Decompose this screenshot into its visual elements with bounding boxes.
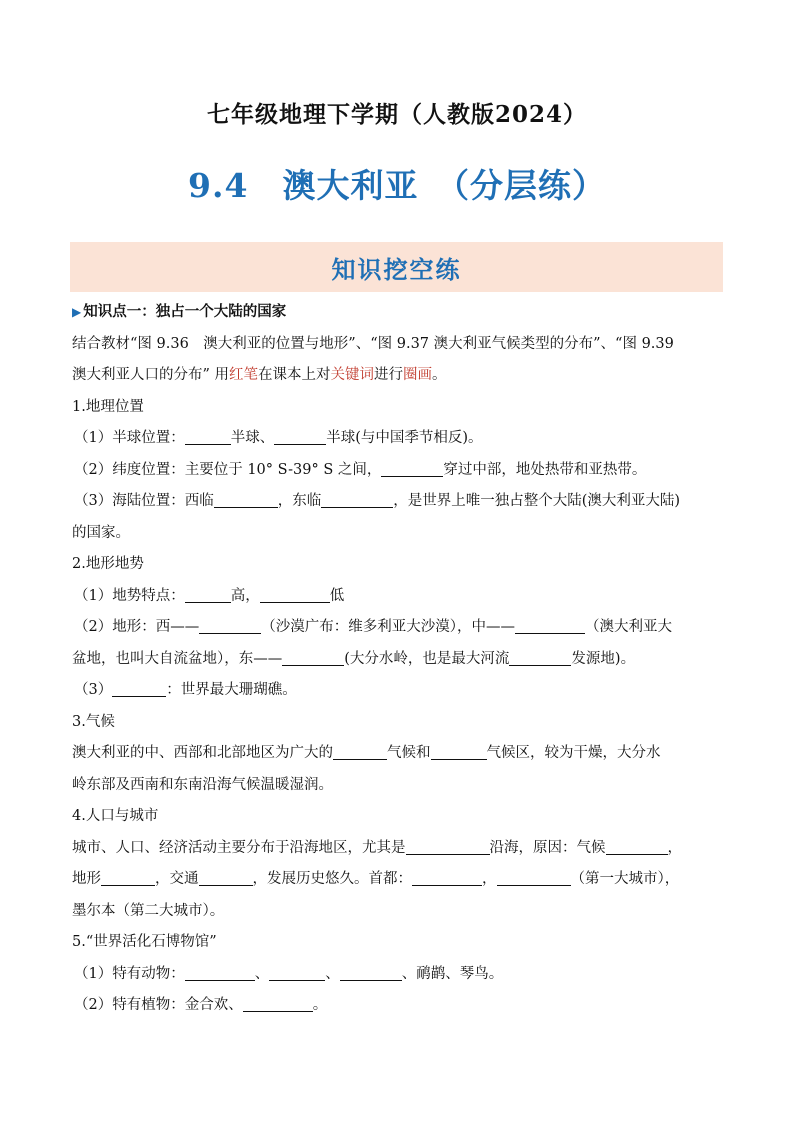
question-text: 、 — [254, 965, 270, 982]
question-population-end: 墨尔本（第二大城市）。 — [72, 902, 225, 919]
answer-blank[interactable] — [606, 838, 668, 855]
answer-blank[interactable] — [412, 869, 482, 886]
answer-blank[interactable] — [333, 743, 387, 760]
question-text: 半球、 — [230, 430, 275, 446]
answer-blank[interactable] — [185, 964, 255, 981]
section-heading-location: 1.地理位置 — [72, 398, 144, 415]
question-text: （2）地形：西—— — [74, 619, 200, 635]
answer-blank[interactable] — [214, 491, 278, 508]
question-text: ， — [482, 871, 497, 887]
question-text: （3）海陆位置：西临 — [74, 493, 214, 509]
question-text: 城市、人口、经济活动主要分布于沿海地区，尤其是 — [72, 839, 406, 856]
answer-blank[interactable] — [112, 680, 166, 697]
question-text: （3） — [74, 682, 113, 698]
question-elevation — [72, 581, 722, 613]
answer-blank[interactable] — [274, 428, 326, 445]
knowledge-point-label: 知识点一：独占一个大陆的国家 — [83, 303, 287, 320]
answer-blank[interactable] — [509, 649, 571, 666]
section-banner — [70, 242, 723, 292]
answer-blank[interactable] — [340, 964, 402, 981]
answer-blank[interactable] — [282, 649, 344, 666]
question-text: 地形 — [72, 871, 101, 887]
question-plants — [72, 990, 722, 1022]
question-land-sea — [72, 486, 722, 518]
question-text: 气候和 — [387, 745, 431, 761]
banner-label: 知识挖空练 — [331, 254, 462, 284]
question-text: 发源地)。 — [571, 650, 636, 667]
question-text: 、 — [325, 965, 340, 982]
question-text: （第一大城市）， — [570, 871, 680, 887]
answer-blank[interactable] — [101, 869, 155, 886]
question-text: ，发展历史悠久。首都： — [252, 871, 412, 887]
highlight-keywords: 关键词 — [330, 367, 375, 383]
intro-text: 在课本上对 — [258, 367, 331, 383]
answer-blank[interactable] — [243, 995, 313, 1012]
question-land-sea-cont: 的国家。 — [72, 524, 130, 541]
question-text: ，是世界上唯一独占整个大陆(澳大利亚大陆) — [393, 493, 681, 509]
intro-line-1 — [72, 329, 722, 361]
question-climate-cont: 岭东部及西南和东南沿海气候温暖湿润。 — [72, 776, 333, 793]
answer-blank[interactable] — [497, 869, 571, 886]
question-text: 。 — [312, 997, 328, 1013]
question-coral-reef — [72, 675, 722, 707]
question-text: 、鸸鹋、琴鸟。 — [401, 965, 504, 982]
question-text: 半球(与中国季节相反)。 — [326, 430, 483, 446]
intro-text: 。 — [432, 367, 447, 383]
answer-blank[interactable] — [406, 838, 490, 855]
intro-text: 结合教材“图 9.36 澳大利亚的位置与地形”、“图 9.37 澳大利亚气候类型的分布”、“图 9.39 — [72, 335, 674, 352]
question-text: （1）特有动物： — [74, 965, 185, 982]
intro-line-2 — [72, 360, 722, 392]
answer-blank[interactable] — [431, 743, 487, 760]
answer-blank[interactable] — [381, 460, 443, 477]
question-text: （2）纬度位置：主要位于 10° S-39° S 之间， — [74, 461, 382, 478]
answer-blank[interactable] — [199, 869, 253, 886]
question-text: ：世界最大珊瑚礁。 — [166, 682, 297, 698]
question-text: （沙漠广布：维多利亚大沙漠），中—— — [261, 619, 515, 635]
knowledge-point-heading — [72, 296, 722, 329]
question-population — [72, 833, 722, 865]
question-text: 澳大利亚的中、西部和北部地区为广大的 — [72, 745, 333, 761]
question-climate — [72, 738, 722, 770]
worksheet-subtitle: 七年级地理下学期（人教版2024） — [206, 101, 587, 128]
question-hemisphere — [72, 423, 722, 455]
question-text: （1）地势特点： — [74, 587, 185, 604]
section-heading-terrain: 2.地形地势 — [72, 556, 144, 572]
question-population-cont — [72, 864, 722, 896]
answer-blank[interactable] — [269, 964, 325, 981]
triangle-marker-icon: ▶ — [72, 305, 82, 319]
intro-text: 澳大利亚人口的分布” 用 — [72, 367, 230, 383]
question-text: ，交通 — [155, 871, 199, 887]
question-text: 高， — [230, 587, 260, 604]
question-latitude — [72, 455, 722, 487]
lesson-title: 9.4 澳大利亚 （分层练） — [188, 166, 606, 205]
answer-blank[interactable] — [321, 491, 393, 508]
section-heading-living-fossils: 5.“世界活化石博物馆” — [72, 934, 217, 950]
question-text: 气候区，较为干燥，大分水 — [486, 745, 661, 761]
section-heading-climate: 3.气候 — [72, 713, 115, 730]
answer-blank[interactable] — [260, 586, 330, 603]
answer-blank[interactable] — [515, 617, 585, 634]
question-text: （1）半球位置： — [74, 430, 185, 446]
question-text: 盆地，也叫大自流盆地），东—— — [72, 650, 283, 667]
question-text: ， — [667, 839, 682, 856]
question-text: 穿过中部，地处热带和亚热带。 — [443, 461, 647, 478]
question-landforms — [72, 612, 722, 644]
worksheet-body — [72, 296, 722, 1022]
section-heading-population: 4.人口与城市 — [72, 808, 159, 824]
question-animals — [72, 959, 722, 991]
question-text: 沿海，原因：气候 — [489, 839, 606, 856]
highlight-circle-mark: 圈画 — [403, 367, 433, 383]
question-text: （澳大利亚大 — [584, 619, 672, 635]
answer-blank[interactable] — [185, 428, 231, 445]
question-text: (大分水岭，也是最大河流 — [344, 650, 510, 667]
answer-blank[interactable] — [199, 617, 261, 634]
question-text: 低 — [329, 587, 345, 604]
intro-text: 进行 — [374, 367, 404, 383]
question-text: （2）特有植物：金合欢、 — [74, 997, 243, 1013]
answer-blank[interactable] — [185, 586, 231, 603]
question-text: ，东临 — [277, 493, 322, 509]
question-landforms-cont — [72, 644, 722, 676]
highlight-red-pen: 红笔 — [229, 367, 259, 383]
